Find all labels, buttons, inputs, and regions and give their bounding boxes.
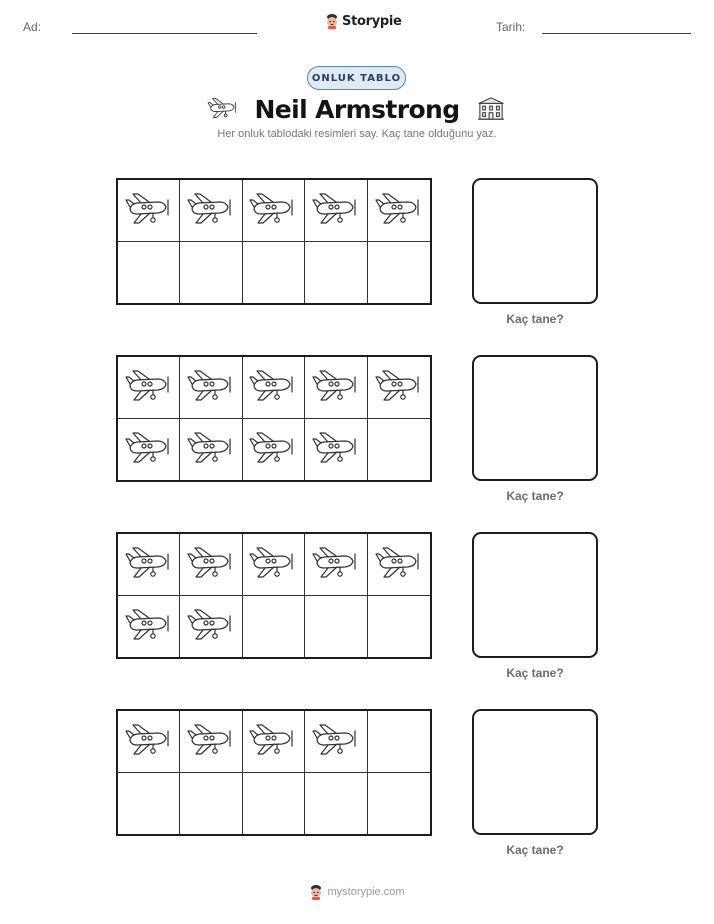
airplane-icon bbox=[186, 190, 236, 230]
frame-cell-filled bbox=[305, 357, 367, 419]
airplane-icon bbox=[374, 367, 424, 407]
airplane-icon bbox=[186, 544, 236, 584]
frame-cell-empty bbox=[243, 242, 305, 304]
frame-cell-filled bbox=[305, 534, 367, 596]
footer-url: mystorypie.com bbox=[327, 886, 405, 898]
frame-cell-filled bbox=[243, 419, 305, 481]
airplane-icon bbox=[311, 190, 361, 230]
name-line[interactable] bbox=[72, 33, 257, 34]
answer-label: Kaç tane? bbox=[506, 489, 564, 503]
frame-cell-filled bbox=[368, 180, 430, 242]
airplane-icon bbox=[311, 721, 361, 761]
ten-frame bbox=[116, 532, 432, 659]
airplane-icon bbox=[311, 429, 361, 469]
frame-cell-empty bbox=[180, 773, 242, 835]
frame-cell-filled bbox=[243, 180, 305, 242]
frame-cell-filled bbox=[243, 357, 305, 419]
frame-cell-filled bbox=[305, 180, 367, 242]
frame-cell-filled bbox=[243, 534, 305, 596]
answer-box[interactable] bbox=[472, 178, 598, 304]
brand-name: Storypie bbox=[342, 13, 402, 29]
building-icon bbox=[474, 96, 508, 122]
airplane-icon bbox=[124, 429, 174, 469]
frame-cell-empty bbox=[118, 242, 180, 304]
airplane-icon bbox=[124, 190, 174, 230]
frame-cell-filled bbox=[118, 534, 180, 596]
frame-cell-empty bbox=[305, 242, 367, 304]
frame-cell-filled bbox=[305, 419, 367, 481]
ten-frame bbox=[116, 355, 432, 482]
frame-cell-empty bbox=[243, 596, 305, 658]
airplane-icon bbox=[374, 190, 424, 230]
airplane-icon bbox=[186, 606, 236, 646]
frame-cell-filled bbox=[180, 711, 242, 773]
frame-cell-filled bbox=[180, 534, 242, 596]
airplane-icon bbox=[248, 190, 298, 230]
frame-cell-filled bbox=[180, 419, 242, 481]
airplane-icon bbox=[248, 544, 298, 584]
frame-cell-empty bbox=[368, 596, 430, 658]
name-label: Ad: bbox=[23, 20, 42, 34]
answer-box[interactable] bbox=[472, 355, 598, 481]
frame-cell-filled bbox=[118, 711, 180, 773]
airplane-icon bbox=[248, 721, 298, 761]
frame-cell-filled bbox=[118, 180, 180, 242]
ten-frame bbox=[116, 178, 432, 305]
airplane-icon bbox=[124, 721, 174, 761]
airplane-icon bbox=[186, 367, 236, 407]
answer-box[interactable] bbox=[472, 532, 598, 658]
airplane-icon bbox=[248, 367, 298, 407]
instructions: Her onluk tablodaki resimleri say. Kaç tane olduğunu yaz. bbox=[217, 128, 497, 140]
frame-cell-filled bbox=[180, 596, 242, 658]
frame-cell-empty bbox=[305, 773, 367, 835]
frame-cell-empty bbox=[368, 242, 430, 304]
frame-cell-empty bbox=[368, 711, 430, 773]
ten-frame bbox=[116, 709, 432, 836]
page-title: Neil Armstrong bbox=[254, 94, 460, 124]
frame-cell-filled bbox=[368, 357, 430, 419]
frame-cell-filled bbox=[118, 419, 180, 481]
frame-cell-empty bbox=[243, 773, 305, 835]
airplane-icon bbox=[124, 544, 174, 584]
airplane-icon bbox=[186, 721, 236, 761]
brand bbox=[325, 13, 402, 29]
airplane-icon bbox=[186, 429, 236, 469]
frame-cell-filled bbox=[368, 534, 430, 596]
frame-cell-filled bbox=[180, 180, 242, 242]
footer bbox=[0, 884, 714, 900]
answer-box[interactable] bbox=[472, 709, 598, 835]
airplane-icon bbox=[124, 367, 174, 407]
airplane-icon bbox=[206, 96, 240, 122]
answer-label: Kaç tane? bbox=[506, 312, 564, 326]
frame-cell-filled bbox=[118, 596, 180, 658]
airplane-icon bbox=[124, 606, 174, 646]
frame-cell-filled bbox=[180, 357, 242, 419]
frame-cell-empty bbox=[305, 596, 367, 658]
frame-cell-filled bbox=[305, 711, 367, 773]
frame-cell-empty bbox=[368, 773, 430, 835]
date-label: Tarih: bbox=[496, 20, 526, 34]
frame-cell-empty bbox=[118, 773, 180, 835]
worksheet-type-badge: ONLUK TABLO bbox=[307, 66, 406, 90]
answer-label: Kaç tane? bbox=[506, 666, 564, 680]
storypie-logo-icon bbox=[309, 884, 323, 900]
airplane-icon bbox=[311, 367, 361, 407]
frame-cell-filled bbox=[243, 711, 305, 773]
frame-cell-filled bbox=[118, 357, 180, 419]
storypie-logo-icon bbox=[325, 13, 339, 29]
title-row bbox=[0, 90, 714, 128]
date-line[interactable] bbox=[542, 33, 691, 34]
frame-cell-empty bbox=[368, 419, 430, 481]
airplane-icon bbox=[248, 429, 298, 469]
airplane-icon bbox=[374, 544, 424, 584]
answer-label: Kaç tane? bbox=[506, 843, 564, 857]
airplane-icon bbox=[311, 544, 361, 584]
frame-cell-empty bbox=[180, 242, 242, 304]
